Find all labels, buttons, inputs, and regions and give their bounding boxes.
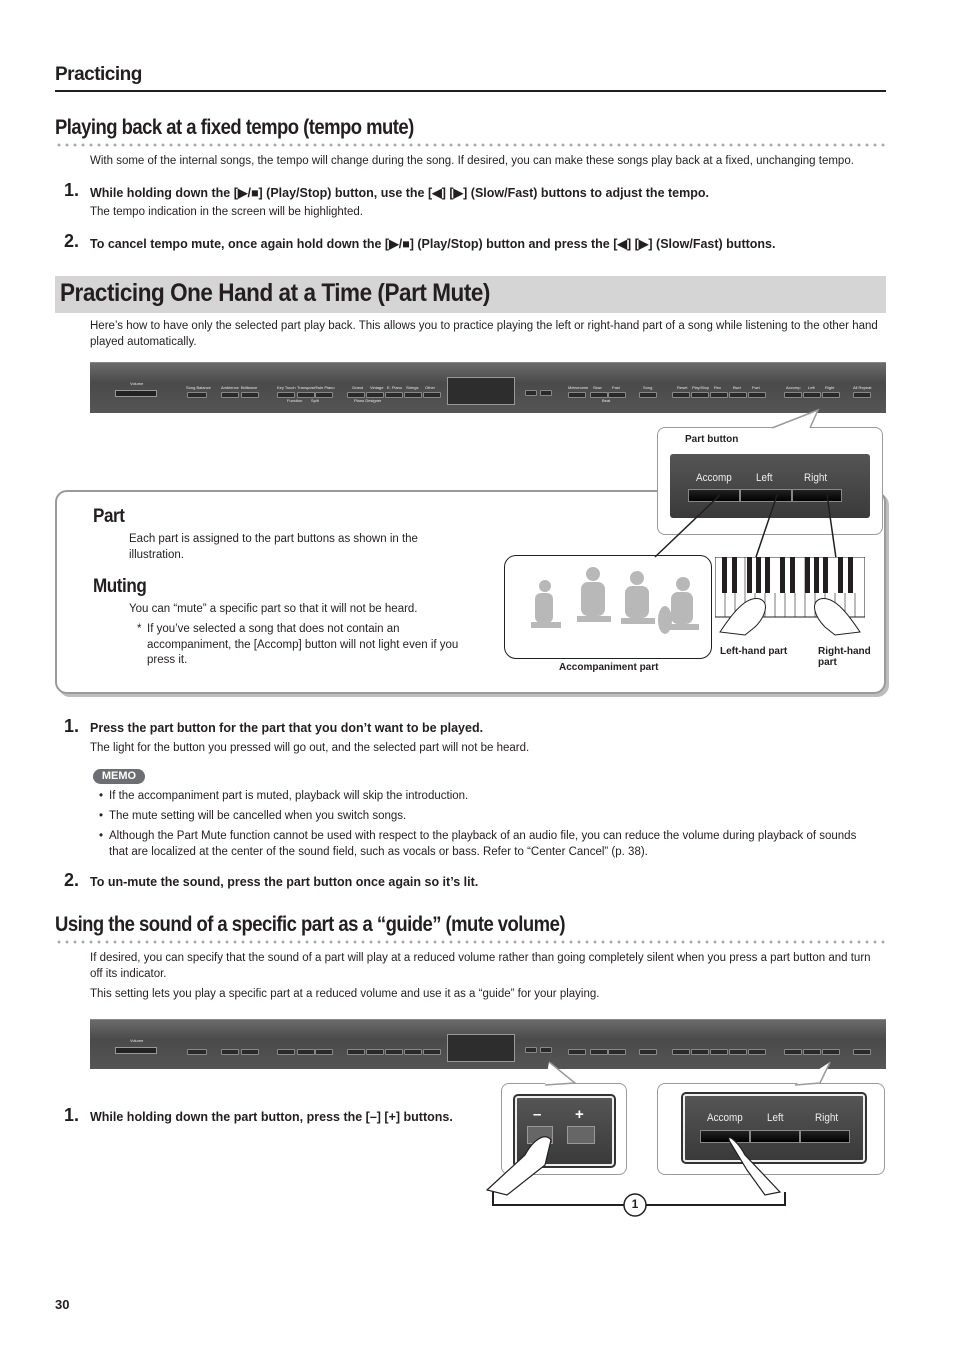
panel-label: Fast [612, 385, 620, 390]
panel-label: Rec [714, 385, 722, 390]
part-label-right: Right [815, 1112, 839, 1124]
panel-label: Volume [130, 381, 144, 386]
caption-accompaniment: Accompaniment part [559, 662, 659, 673]
panel-label: Slow [593, 385, 602, 390]
heading-dotted-rule [55, 143, 886, 147]
panel-label: Grand [352, 385, 364, 390]
brilliance-button[interactable] [241, 392, 259, 398]
panel-label: Reset [677, 385, 688, 390]
panel-label: Ambience [221, 385, 239, 390]
rec-button[interactable] [710, 392, 728, 398]
plus-label: + [575, 1106, 584, 1123]
keyboard-hands-icon [715, 557, 865, 637]
note-mark: * [137, 623, 142, 635]
right-button[interactable] [822, 1049, 840, 1055]
panel-label: All Repeat [853, 385, 872, 390]
all-repeat-button[interactable] [853, 1049, 871, 1055]
section-rule [55, 90, 886, 92]
step-number: 1. [64, 716, 80, 736]
section-header: Practicing [55, 64, 142, 85]
caption-left-hand: Left-hand part [720, 646, 788, 657]
fwd-button[interactable] [748, 1049, 766, 1055]
panel-label: Strings [406, 385, 419, 390]
accomp-button[interactable] [784, 1049, 802, 1055]
e-piano-button[interactable] [385, 392, 403, 398]
guide-heading: Using the sound of a specific part as a “guide” (mute volume) [55, 913, 565, 936]
step-text: To un-mute the sound, press the part button once again so it’s lit. [90, 875, 479, 889]
part-heading: Part [93, 506, 125, 527]
panel-label: Right [825, 385, 835, 390]
part-label-left: Left [756, 472, 773, 484]
guide-intro: If desired, you can specify that the sound of a part will play at a reduced volume rather than going completely silent when you press a part button and turn off its indicator. [90, 952, 871, 980]
e-piano-button[interactable] [385, 1049, 403, 1055]
transpose-button[interactable] [297, 1049, 315, 1055]
part-text: Each part is assigned to the part buttons as shown in the illustration. [129, 533, 418, 561]
plus-button[interactable] [540, 1047, 552, 1053]
rec-button[interactable] [710, 1049, 728, 1055]
left-button[interactable] [803, 1049, 821, 1055]
step-text: To cancel tempo mute, once again hold down the [▶/■] (Play/Stop) button and press the [◀] [▶] (Slow/Fast) buttons. [90, 237, 776, 251]
part-label-right: Right [804, 472, 828, 484]
step-text: While holding down the part button, press the [–] [+] buttons. [90, 1110, 453, 1124]
fast-button[interactable] [608, 392, 626, 398]
panel-label: Vintage [370, 385, 384, 390]
step-text: Press the part button for the part that you don’t want to be played. [90, 721, 484, 735]
strings-button[interactable] [404, 392, 422, 398]
panel-label: Accomp [786, 385, 801, 390]
slow-button[interactable] [590, 1049, 608, 1055]
accomp-button[interactable] [784, 392, 802, 398]
song-balance-button[interactable] [187, 392, 207, 398]
panel-label: Split [311, 398, 319, 403]
volume-slider[interactable] [115, 1047, 157, 1054]
control-panel [90, 362, 886, 413]
metronome-button[interactable] [568, 392, 586, 398]
display-screen [447, 377, 515, 405]
other-button[interactable] [423, 392, 441, 398]
minus-button[interactable] [525, 1047, 537, 1053]
panel-label: Twin Piano [315, 385, 335, 390]
panel-label: Fwd [752, 385, 760, 390]
song-button[interactable] [639, 392, 657, 398]
left-button[interactable] [803, 392, 821, 398]
panel-label: Bwd [733, 385, 741, 390]
step-number: 2. [64, 870, 80, 890]
step-text: While holding down the [▶/■] (Play/Stop) button, use the [◀] [▶] (Slow/Fast) buttons to adjust the tempo. [90, 186, 709, 200]
minus-button[interactable] [525, 390, 537, 396]
key-touch-button[interactable] [277, 1049, 295, 1055]
guide-intro: This setting lets you play a specific part at a reduced volume and use it as a “guide” for your playing. [90, 988, 600, 1000]
panel-label: Function [287, 398, 303, 403]
part-label-accomp: Accomp [696, 472, 732, 484]
panel-label: Left [808, 385, 815, 390]
tempo-mute-intro: With some of the internal songs, the tempo will change during the song. If desired, you can make these songs play back at a fixed, unchanging tempo. [90, 155, 854, 167]
fast-button[interactable] [608, 1049, 626, 1055]
muting-note: If you’ve selected a song that does not contain an accompaniment, the [Accomp] button will not light even if you press it. [147, 623, 459, 666]
vintage-button[interactable] [366, 1049, 384, 1055]
page-number: 30 [55, 1297, 70, 1312]
callout-label: Part button [685, 434, 739, 445]
reset-button[interactable] [672, 392, 690, 398]
panel-label: Key Touch [277, 385, 296, 390]
panel-label: Song [643, 385, 653, 390]
display-screen [447, 1034, 515, 1062]
memo-item: • The mute setting will be cancelled when you switch songs. [109, 809, 869, 825]
play-stop-button[interactable] [691, 392, 709, 398]
memo-item: • Although the Part Mute function cannot be used with respect to the playback of an audio file, you can reduce the volume during playback of sounds that are localized at the center of the sound field, such as vocals or bass. Refer to “Center Cancel” (p. 38). [109, 829, 869, 860]
song-balance-button[interactable] [187, 1049, 207, 1055]
panel-label: Brilliance [241, 385, 258, 390]
panel-label: Play/Stop [692, 385, 710, 390]
guide-connectors [485, 1060, 885, 1220]
panel-label: Volume [130, 1038, 144, 1043]
panel-label: Transpose [297, 385, 316, 390]
other-button[interactable] [423, 1049, 441, 1055]
bwd-button[interactable] [729, 1049, 747, 1055]
all-repeat-button[interactable] [853, 392, 871, 398]
panel-label: Song Balance [186, 385, 211, 390]
caption-right-hand: Right-hand part [818, 646, 871, 668]
muting-text: You can “mute” a specific part so that it will not be heard. [129, 603, 418, 615]
minus-label: – [533, 1106, 542, 1123]
play-stop-button[interactable] [691, 1049, 709, 1055]
reset-button[interactable] [672, 1049, 690, 1055]
memo-badge: MEMO [93, 769, 145, 784]
fwd-button[interactable] [748, 392, 766, 398]
song-button[interactable] [639, 1049, 657, 1055]
panel-label: Metronome [568, 385, 589, 390]
right-button[interactable] [822, 392, 840, 398]
step-number: 1. [64, 180, 80, 200]
step-badge: 1 [631, 1197, 639, 1211]
bwd-button[interactable] [729, 392, 747, 398]
twin-piano-button[interactable] [315, 1049, 333, 1055]
panel-label: Other [425, 385, 436, 390]
step-note: The light for the button you pressed will go out, and the selected part will not be heard. [90, 742, 530, 754]
heading-dotted-rule [55, 940, 886, 944]
brilliance-button[interactable] [241, 1049, 259, 1055]
ambience-button[interactable] [221, 392, 239, 398]
part-mute-intro: Here’s how to have only the selected part play back. This allows you to practice playing the left or right-hand part of a song while listening to the other hand played automatically. [90, 320, 878, 348]
tempo-mute-heading: Playing back at a fixed tempo (tempo mute) [55, 116, 414, 139]
grand-button[interactable] [347, 1049, 365, 1055]
part-label-left: Left [767, 1112, 784, 1124]
strings-button[interactable] [404, 1049, 422, 1055]
step-number: 2. [64, 231, 80, 251]
callout-pointer [770, 408, 820, 430]
panel-label: E. Piano [387, 385, 403, 390]
part-label-accomp: Accomp [707, 1112, 743, 1124]
plus-button[interactable] [540, 390, 552, 396]
muting-heading: Muting [93, 576, 147, 597]
ambience-button[interactable] [221, 1049, 239, 1055]
step-note: The tempo indication in the screen will be highlighted. [90, 206, 363, 218]
panel-label: Piano Designer [354, 398, 382, 403]
part-mute-heading: Practicing One Hand at a Time (Part Mute) [60, 279, 490, 307]
metronome-button[interactable] [568, 1049, 586, 1055]
panel-label: Beat [602, 398, 611, 403]
memo-item: • If the accompaniment part is muted, playback will skip the introduction. [109, 789, 869, 805]
volume-slider[interactable] [115, 390, 157, 397]
step-number: 1. [64, 1105, 80, 1125]
